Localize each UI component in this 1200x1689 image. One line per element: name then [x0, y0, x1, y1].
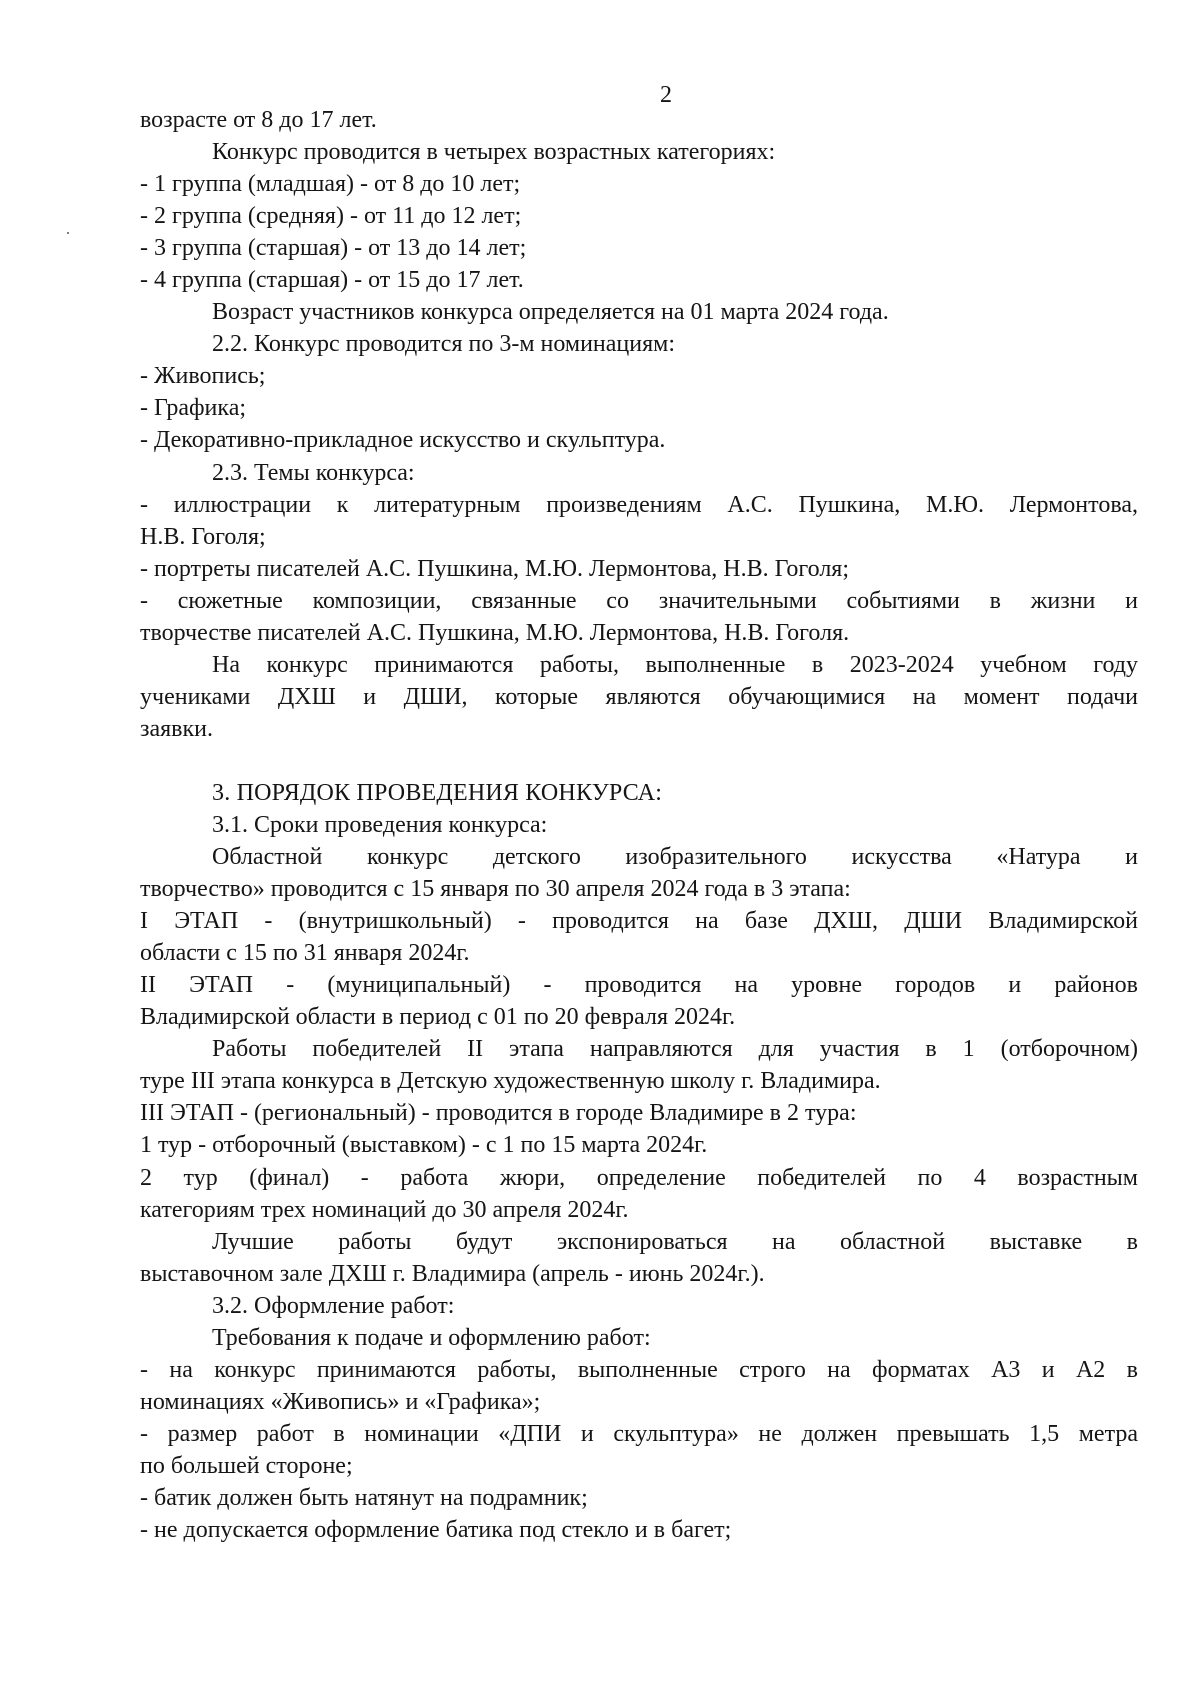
text-line: 2.2. Конкурс проводится по 3-м номинациям: — [212, 331, 675, 358]
text-line: - 3 группа (старшая) - от 13 до 14 лет; — [140, 235, 527, 262]
text-line: номинациях «Живопись» и «Графика»; — [140, 1388, 541, 1415]
text-line: - 1 группа (младшая) - от 8 до 10 лет; — [140, 171, 521, 198]
scan-speck — [67, 232, 69, 234]
text-line: Лучшие работы будут экспонироваться на областной выставке в — [212, 1228, 1138, 1255]
document-body — [140, 104, 1138, 1546]
text-line: - сюжетные композиции, связанные со значительными событиями в жизни и — [140, 587, 1138, 614]
text-line: 2 тур (финал) - работа жюри, определение победителей по 4 возрастным — [140, 1164, 1138, 1191]
page-number: 2 — [660, 82, 672, 108]
text-line: - Декоративно-прикладное искусство и скульптура. — [140, 427, 666, 454]
section-heading: 3. ПОРЯДОК ПРОВЕДЕНИЯ КОНКУРСА: — [212, 779, 663, 806]
text-line: - портреты писателей А.С. Пушкина, М.Ю. Лермонтова, Н.В. Гоголя; — [140, 555, 849, 582]
text-line: Работы победителей II этапа направляются для участия в 1 (отборочном) — [212, 1036, 1138, 1063]
text-line: II ЭТАП - (муниципальный) - проводится на уровне городов и районов — [140, 972, 1138, 999]
text-line: категориям трех номинаций до 30 апреля 2024г. — [140, 1196, 629, 1223]
text-line: 3.2. Оформление работ: — [212, 1292, 455, 1319]
text-line: 2.3. Темы конкурса: — [212, 459, 415, 486]
text-line: возрасте от 8 до 17 лет. — [140, 107, 377, 133]
text-line: творчество» проводится с 15 января по 30 апреля 2024 года в 3 этапа: — [140, 876, 851, 903]
text-line: - батик должен быть натянут на подрамник; — [140, 1484, 588, 1511]
text-line: - не допускается оформление батика под стекло и в багет; — [140, 1517, 732, 1544]
text-line: области с 15 по 31 января 2024г. — [140, 940, 470, 967]
text-line: - иллюстрации к литературным произведениям А.С. Пушкина, М.Ю. Лермонтова, — [140, 491, 1138, 518]
text-line: - размер работ в номинации «ДПИ и скульптура» не должен превышать 1,5 метра — [140, 1420, 1138, 1447]
text-line: - Графика; — [140, 395, 247, 422]
text-line: Областной конкурс детского изобразительного искусства «Натура и — [212, 844, 1138, 871]
text-line: Возраст участников конкурса определяется на 01 марта 2024 года. — [212, 299, 889, 326]
text-line: творчестве писателей А.С. Пушкина, М.Ю. Лермонтова, Н.В. Гоголя. — [140, 619, 850, 646]
text-line: III ЭТАП - (региональный) - проводится в городе Владимире в 2 тура: — [140, 1100, 857, 1127]
text-line: - 4 группа (старшая) - от 15 до 17 лет. — [140, 267, 524, 294]
text-line: - Живопись; — [140, 363, 266, 390]
text-line: Владимирской области в период с 01 по 20 февраля 2024г. — [140, 1004, 736, 1031]
text-line: 1 тур - отборочный (выставком) - с 1 по 15 марта 2024г. — [140, 1132, 708, 1159]
text-line: учениками ДХШ и ДШИ, которые являются обучающимися на момент подачи — [140, 683, 1138, 710]
text-line: - на конкурс принимаются работы, выполненные строго на форматах А3 и А2 в — [140, 1356, 1138, 1383]
text-line: На конкурс принимаются работы, выполненные в 2023-2024 учебном году — [212, 651, 1138, 678]
text-line: выставочном зале ДХШ г. Владимира (апрель - июнь 2024г.). — [140, 1260, 765, 1287]
text-line: Н.В. Гоголя; — [140, 523, 266, 550]
text-line: Конкурс проводится в четырех возрастных категориях: — [212, 139, 776, 166]
blank-line — [140, 745, 1138, 777]
text-line: Требования к подаче и оформлению работ: — [212, 1324, 651, 1351]
text-line: I ЭТАП - (внутришкольный) - проводится на базе ДХШ, ДШИ Владимирской — [140, 908, 1138, 935]
text-line: заявки. — [140, 715, 214, 742]
text-line: по большей стороне; — [140, 1452, 353, 1479]
text-line: туре III этапа конкурса в Детскую художественную школу г. Владимира. — [140, 1068, 881, 1095]
text-line: 3.1. Сроки проведения конкурса: — [212, 811, 548, 838]
text-line: - 2 группа (средняя) - от 11 до 12 лет; — [140, 203, 522, 230]
